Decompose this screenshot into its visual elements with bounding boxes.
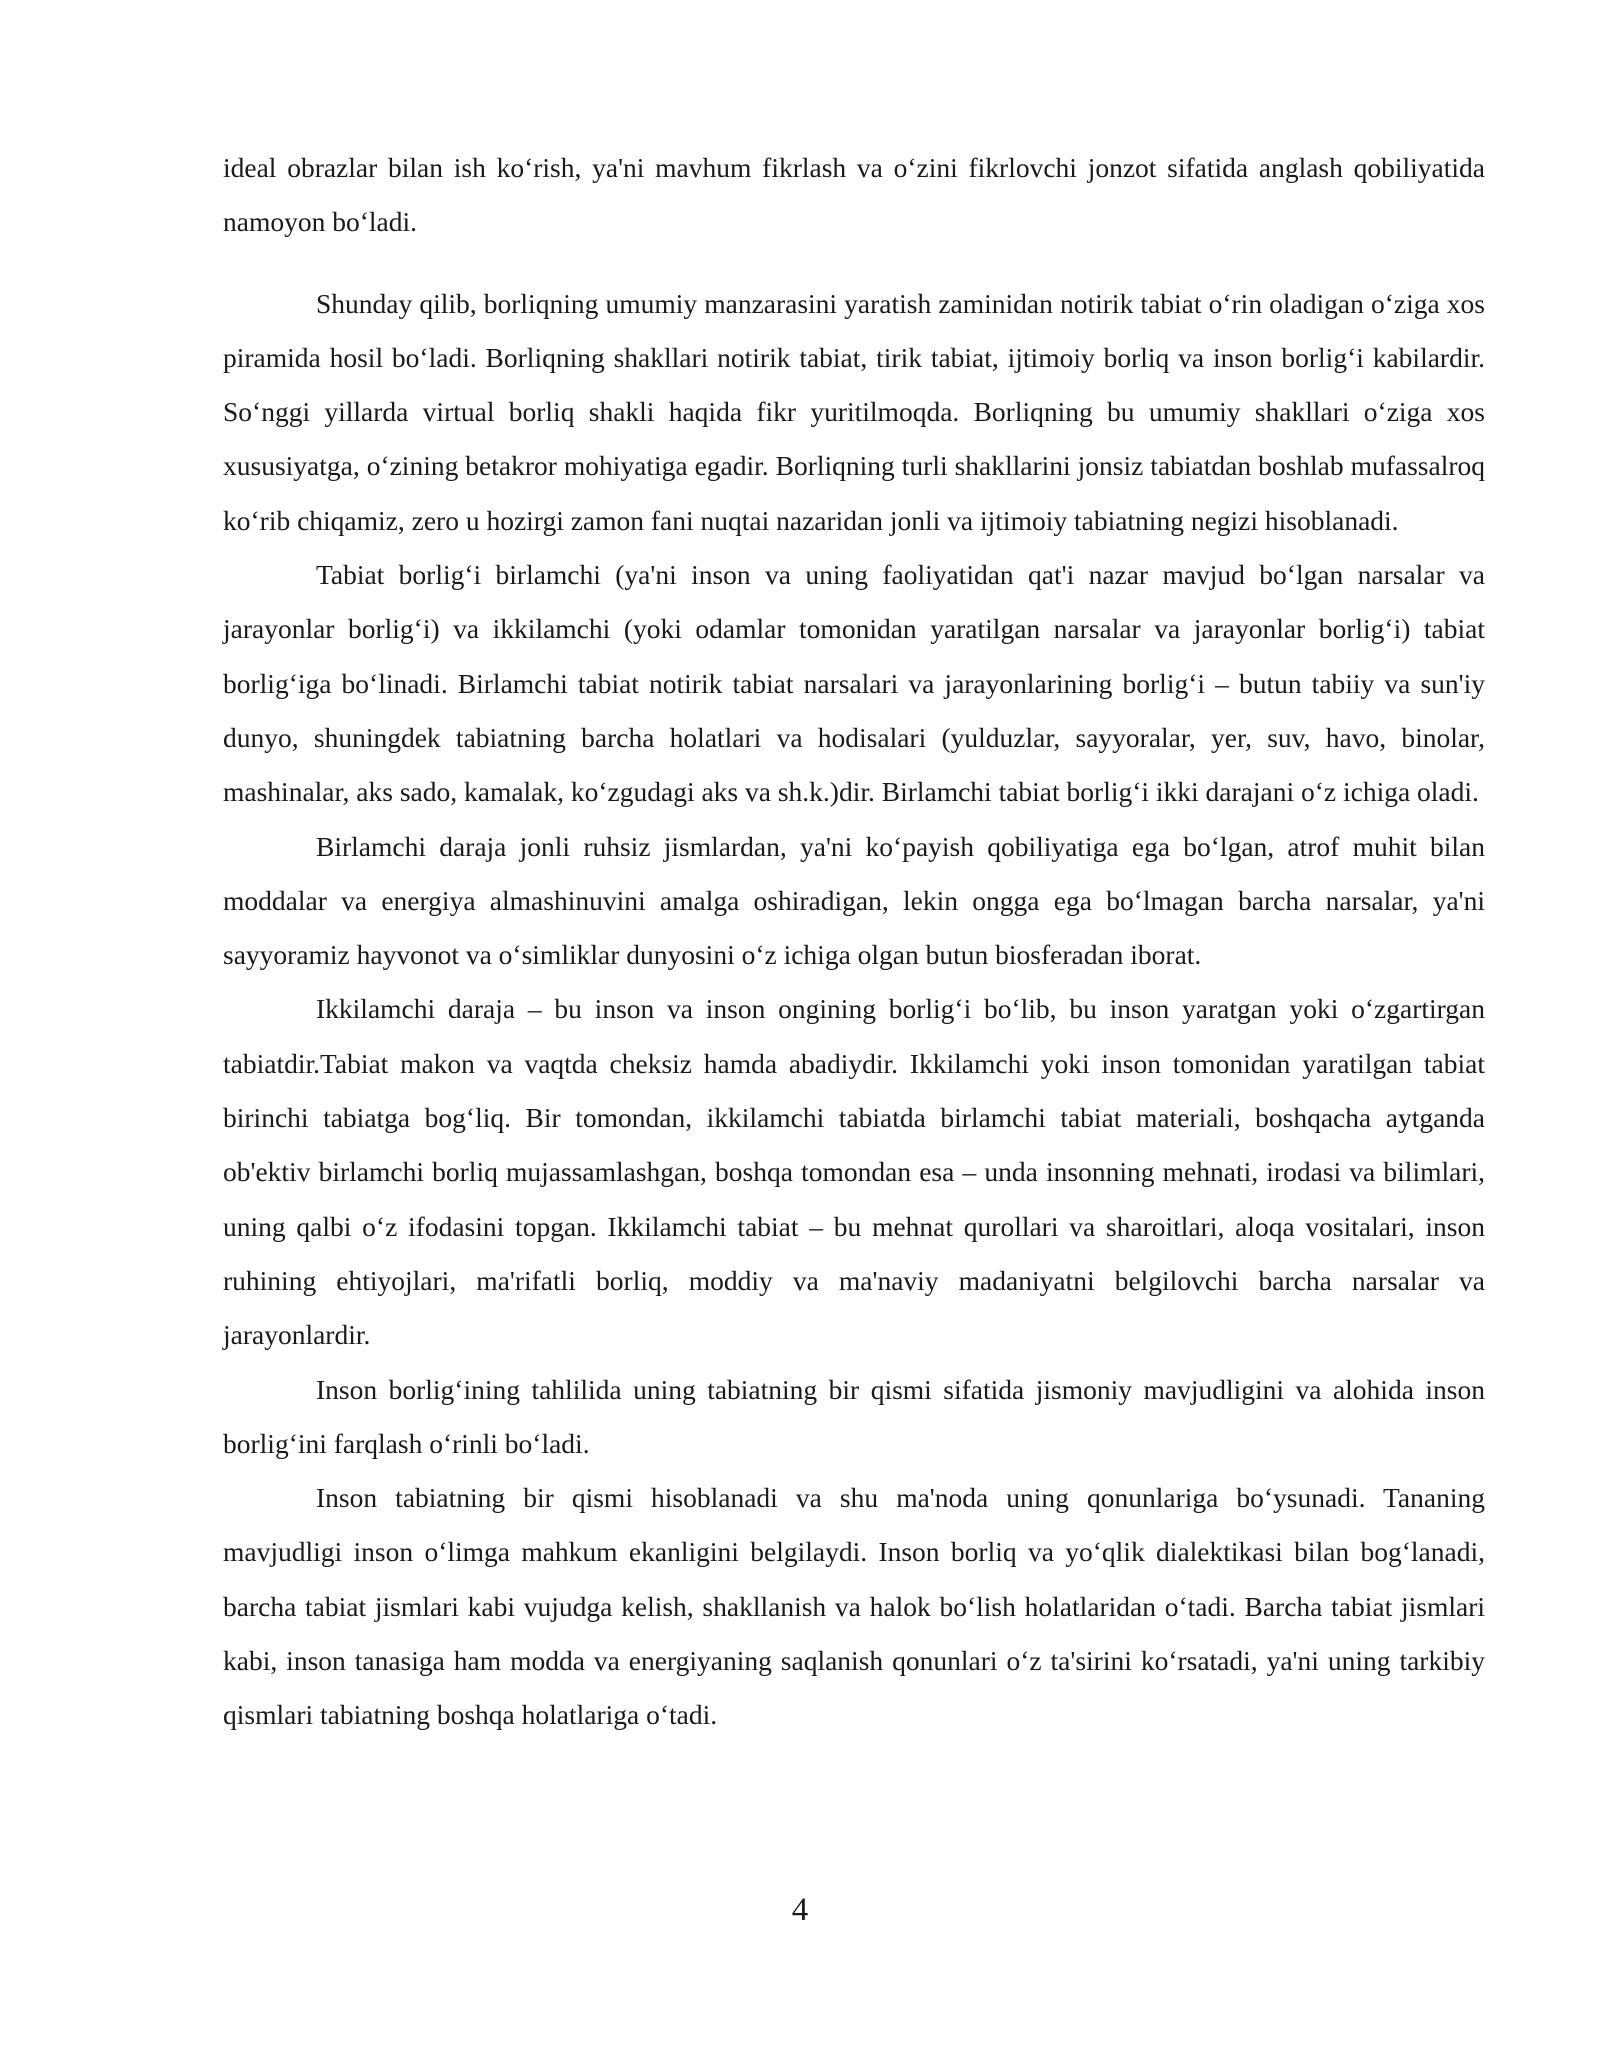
paragraph: Birlamchi daraja jonli ruhsiz jismlardan, ya'ni ko‘payish qobiliyatiga ega bo‘lgan, atrof muhit bilan moddalar va energiya almashinuvini amalga oshiradigan, lekin ongga ega bo‘lmagan barcha narsalar, ya'ni sayyoramiz hayvonot va o‘simliklar dunyosini o‘z ichiga olgan butun biosferadan iborat. [223,830,1485,971]
body-text [223,141,1485,1743]
paragraph-continuation: ideal obrazlar bilan ish ko‘rish, ya'ni mavhum fikrlash va o‘zini fikrlovchi jonzot sifatida anglash qobiliyatida namoyon bo‘ladi. [223,152,1485,238]
paragraph: Tabiat borlig‘i birlamchi (ya'ni inson va uning faoliyatidan qat'i nazar mavjud bo‘lgan narsalar va jarayonlar borlig‘i) va ikkilamchi (yoki odamlar tomonidan yaratilgan narsalar va jarayonlar borlig‘i) tabiat borlig‘iga bo‘linadi. Birlamchi tabiat notirik tabiat narsalari va jarayonlarining borlig‘i – butun tabiiy va sun'iy dunyo, shuningdek tabiatning barcha holatlari va hodisalari (yulduzlar, sayyoralar, yer, suv, havo, binolar, mashinalar, aks sado, kamalak, ko‘zgudagi aks va sh.k.)dir. Birlamchi tabiat borlig‘i ikki darajani o‘z ichiga oladi. [223,559,1485,808]
page-number: 4 [791,1892,809,1928]
paragraph: Inson borlig‘ining tahlilida uning tabiatning bir qismi sifatida jismoniy mavjudligini va alohida inson borlig‘ini farqlash o‘rinli bo‘ladi. [223,1373,1485,1459]
paragraph: Ikkilamchi daraja – bu inson va inson ongining borlig‘i bo‘lib, bu inson yaratgan yoki o‘zgartirgan tabiatdir.Tabiat makon va vaqtda cheksiz hamda abadiydir. Ikkilamchi yoki inson tomonidan yaratilgan tabiat birinchi tabiatga bog‘liq. Bir tomondan, ikkilamchi tabiatda birlamchi tabiat materiali, boshqacha aytganda ob'ektiv birlamchi borliq mujassamlashgan, boshqa tomondan esa – unda insonning mehnati, irodasi va bilimlari, uning qalbi o‘z ifodasini topgan. Ikkilamchi tabiat – bu mehnat qurollari va sharoitlari, aloqa vositalari, inson ruhining ehtiyojlari, ma'rifatli borliq, moddiy va ma'naviy madaniyatni belgilovchi barcha narsalar va jarayonlardir. [223,993,1485,1351]
paragraph: Inson tabiatning bir qismi hisoblanadi va shu ma'noda uning qonunlariga bo‘ysunadi. Tananing mavjudligi inson o‘limga mahkum ekanligini belgilaydi. Inson borliq va yo‘qlik dialektikasi bilan bog‘lanadi, barcha tabiat jismlari kabi vujudga kelish, shakllanish va halok bo‘lish holatlaridan o‘tadi. Barcha tabiat jismlari kabi, inson tanasiga ham modda va energiyaning saqlanish qonunlari o‘z ta'sirini ko‘rsatadi, ya'ni uning tarkibiy qismlari tabiatning boshqa holatlariga o‘tadi. [223,1482,1485,1731]
paragraph: Shunday qilib, borliqning umumiy manzarasini yaratish zaminidan notirik tabiat o‘rin oladigan o‘ziga xos piramida hosil bo‘ladi. Borliqning shakllari notirik tabiat, tirik tabiat, ijtimoiy borliq va inson borlig‘i kabilardir. So‘nggi yillarda virtual borliq shakli haqida fikr yuritilmoqda. Borliqning bu umumiy shakllari o‘ziga xos xususiyatga, o‘zining betakror mohiyatiga egadir. Borliqning turli shakllarini jonsiz tabiatdan boshlab mufassalroq ko‘rib chiqamiz, zero u hozirgi zamon fani nuqtai nazaridan jonli va ijtimoiy tabiatning negizi hisoblanadi. [223,287,1485,536]
